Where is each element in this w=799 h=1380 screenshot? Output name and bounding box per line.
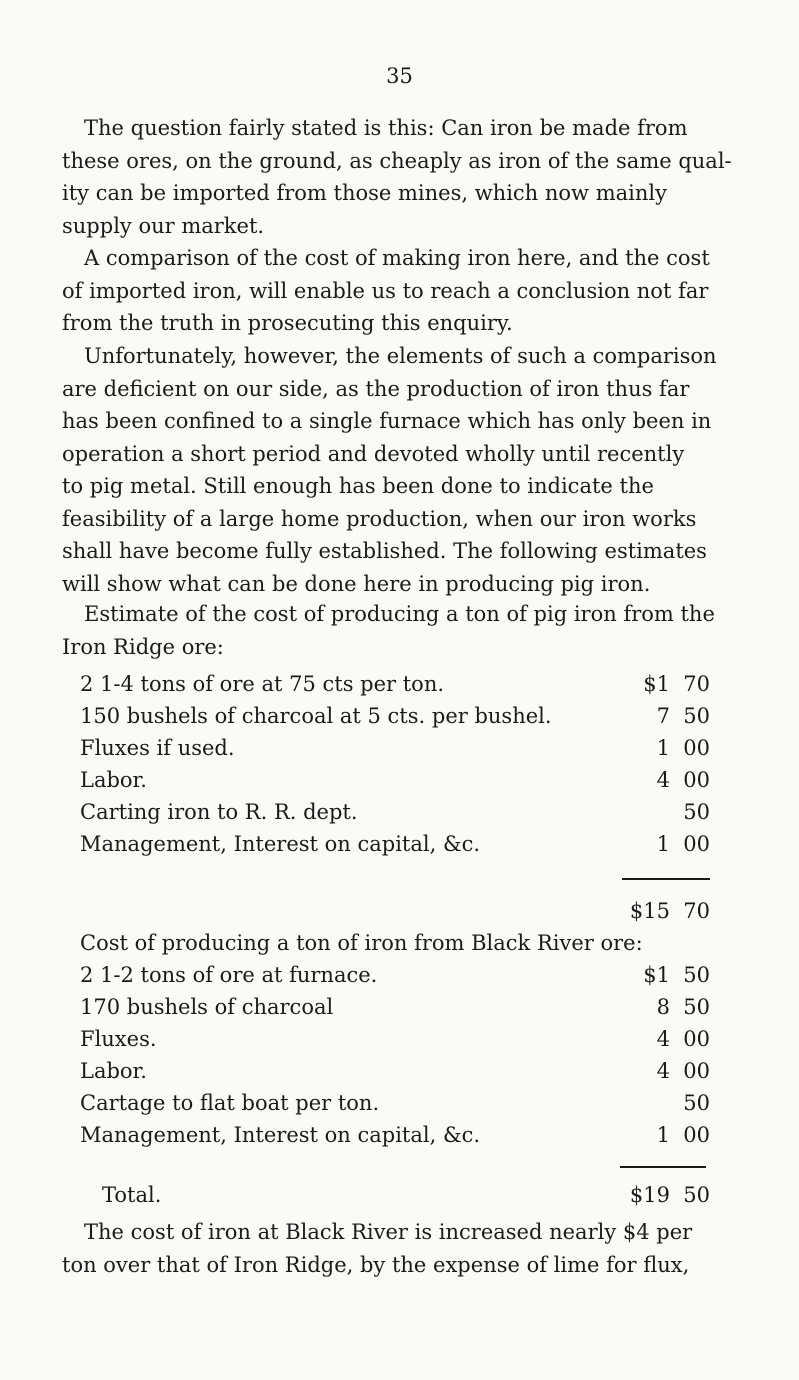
text-line: The cost of iron at Black River is increased nearly $4 per bbox=[84, 1220, 693, 1244]
cost-dollars: 1 bbox=[656, 736, 670, 760]
cost-item: Fluxes. bbox=[80, 1027, 157, 1051]
text-line: A comparison of the cost of making iron here, and the cost bbox=[84, 246, 710, 270]
cost-item: 2 1-2 tons of ore at furnace. bbox=[80, 963, 378, 987]
cost-item: Cartage to flat boat per ton. bbox=[80, 1091, 380, 1115]
text-line: of imported iron, will enable us to reach a conclusion not far bbox=[62, 278, 709, 303]
table-row bbox=[80, 764, 710, 796]
cost-cents: 50 bbox=[683, 800, 710, 824]
table-row bbox=[80, 1119, 710, 1151]
text-line: shall have become fully established. The following estimates bbox=[62, 539, 707, 563]
cost-item: Labor. bbox=[80, 768, 147, 792]
cost-dollars: 4 bbox=[656, 768, 670, 792]
paragraph-unfortunately bbox=[62, 340, 717, 600]
total-row bbox=[80, 1179, 710, 1211]
cost-cents: 00 bbox=[683, 1123, 710, 1147]
cost-cents: 00 bbox=[683, 1059, 710, 1083]
cost-cents: 70 bbox=[683, 672, 710, 696]
table-row bbox=[80, 1087, 710, 1119]
total-row bbox=[80, 895, 710, 927]
paragraph-question bbox=[62, 112, 732, 242]
cost-item: Labor. bbox=[80, 1059, 147, 1083]
cost-cents: 50 bbox=[683, 1091, 710, 1115]
cost-cents: 50 bbox=[683, 995, 710, 1019]
total-label: Total. bbox=[102, 1183, 162, 1207]
text-line: will show what can be done here in producing pig iron. bbox=[62, 571, 651, 596]
table-row bbox=[80, 668, 710, 700]
text-line: these ores, on the ground, as cheaply as iron of the same qual- bbox=[62, 148, 732, 173]
text-line: Estimate of the cost of producing a ton of pig iron from the bbox=[84, 602, 715, 626]
cost-dollars: 8 bbox=[656, 995, 670, 1019]
total-cents: 50 bbox=[683, 1183, 710, 1207]
text-line: has been confined to a single furnace which has only been in bbox=[62, 409, 712, 433]
cost-dollars: 4 bbox=[656, 1027, 670, 1051]
cost-item: Carting iron to R. R. dept. bbox=[80, 800, 358, 824]
text-line: operation a short period and devoted wholly until recently bbox=[62, 441, 685, 466]
sum-rule bbox=[620, 1166, 706, 1168]
table-row bbox=[80, 828, 710, 860]
cost-dollars: 1 bbox=[656, 1123, 670, 1147]
table-row bbox=[80, 991, 710, 1023]
total-dollars: $19 bbox=[629, 1183, 670, 1207]
sum-rule bbox=[622, 878, 710, 880]
cost-item: 2 1-4 tons of ore at 75 cts per ton. bbox=[80, 672, 445, 696]
table-row bbox=[80, 959, 710, 991]
paragraph-black-river-cost bbox=[62, 1216, 712, 1281]
text-line: supply our market. bbox=[62, 213, 265, 238]
cost-item: Management, Interest on capital, &c. bbox=[80, 1123, 481, 1147]
text-line: feasibility of a large home production, when our iron works bbox=[62, 506, 697, 531]
text-line: Unfortunately, however, the elements of such a comparison bbox=[84, 344, 717, 368]
cost-item: 170 bushels of charcoal bbox=[80, 995, 334, 1019]
cost-item: Management, Interest on capital, &c. bbox=[80, 832, 481, 856]
table-row bbox=[80, 732, 710, 764]
cost-cents: 50 bbox=[683, 704, 710, 728]
cost-dollars: 7 bbox=[656, 704, 670, 728]
text-line: to pig metal. Still enough has been done to indicate the bbox=[62, 474, 654, 498]
cost-cents: 00 bbox=[683, 736, 710, 760]
total-dollars: $15 bbox=[629, 899, 670, 923]
cost-dollars: $1 bbox=[643, 963, 670, 987]
cost-item: 150 bushels of charcoal at 5 cts. per bushel. bbox=[80, 704, 552, 728]
table-row bbox=[80, 796, 710, 828]
text-line: Iron Ridge ore: bbox=[62, 634, 224, 659]
table-row bbox=[80, 700, 710, 732]
cost-dollars: 1 bbox=[656, 832, 670, 856]
text-line: ity can be imported from those mines, which now mainly bbox=[62, 181, 667, 205]
cost-dollars: 4 bbox=[656, 1059, 670, 1083]
cost-cents: 50 bbox=[683, 963, 710, 987]
cost-dollars: $1 bbox=[643, 672, 670, 696]
cost-cents: 00 bbox=[683, 1027, 710, 1051]
text-line: from the truth in prosecuting this enquiry. bbox=[62, 311, 513, 335]
table-row bbox=[80, 1055, 710, 1087]
text-line: ton over that of Iron Ridge, by the expense of lime for flux, bbox=[62, 1252, 690, 1277]
paragraph-comparison bbox=[62, 242, 712, 340]
text-line: are deficient on our side, as the production of iron thus far bbox=[62, 376, 690, 401]
total-cents: 70 bbox=[683, 899, 710, 923]
cost-cents: 00 bbox=[683, 768, 710, 792]
cost-item: Fluxes if used. bbox=[80, 736, 235, 760]
text-line: The question fairly stated is this: Can iron be made from bbox=[84, 116, 688, 140]
paragraph-estimate-intro bbox=[62, 598, 715, 663]
page-number: 35 bbox=[386, 64, 413, 88]
cost-cents: 00 bbox=[683, 832, 710, 856]
table-row bbox=[80, 1023, 710, 1055]
black-river-heading: Cost of producing a ton of iron from Black River ore: bbox=[80, 931, 643, 955]
